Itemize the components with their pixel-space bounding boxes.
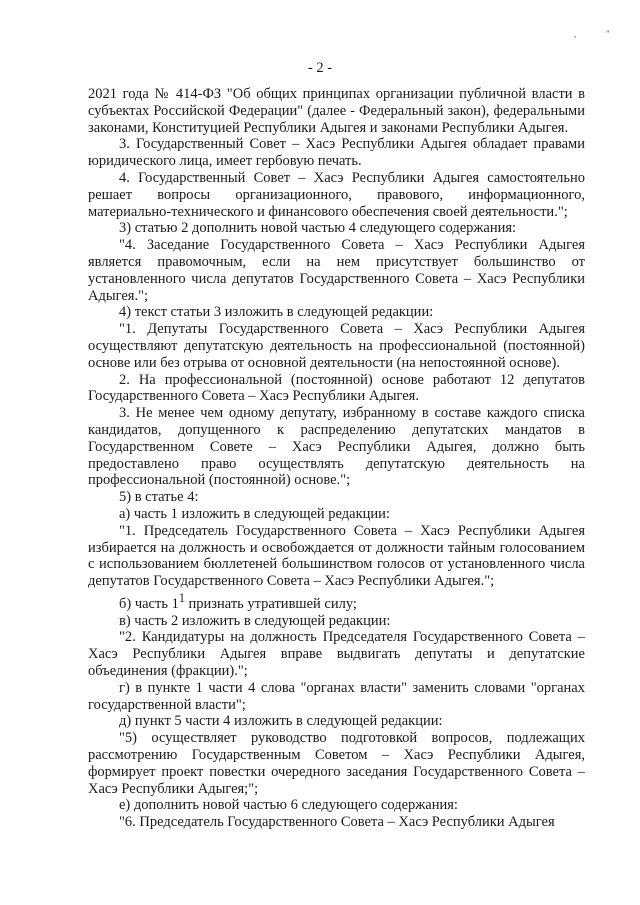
paragraph: 3) статью 2 дополнить новой частью 4 следующего содержания: — [119, 220, 517, 237]
document-body — [88, 86, 585, 831]
paragraph: а) часть 1 изложить в следующей редакции: — [119, 505, 390, 522]
scan-mark: , — [574, 29, 577, 39]
paragraph: "5) осуществляет руководство подготовкой вопросов, подлежащих рассмотрению Государственным Советом – Хасэ Республики Адыгея, формирует проект повестки очередного заседания Государственного Совета – Хасэ Республики Адыгея;"; — [88, 730, 585, 797]
page-number: - 2 - — [307, 60, 333, 76]
paragraph: "2. Кандидатуры на должность Председателя Государственного Совета – Хасэ Республики Адыгея вправе выдвигать депутаты и депутатские объединения (фракции)."; — [88, 629, 585, 679]
paragraph-text: признать утратившей силу; — [184, 595, 357, 612]
paragraph: "4. Заседание Государственного Совета – Хасэ Республики Адыгея является правомочным, если на нем присутствует большинство от установленного числа депутатов Государственного Совета – Хасэ Республики Адыгея."; — [88, 237, 585, 304]
paragraph: е) дополнить новой частью 6 следующего содержания: — [119, 797, 458, 814]
paragraph: 4) текст статьи 3 изложить в следующей редакции: — [119, 304, 434, 321]
paragraph: "1. Председатель Государственного Совета – Хасэ Республики Адыгея избирается на должность и освобождается от должности тайным голосованием с использованием бюллетеней большинством голосов от установленного числа депутатов Государственного Совета – Хасэ Республики Адыгея."; — [88, 522, 585, 590]
paragraph: 2. На профессиональной (постоянной) основе работают 12 депутатов Государственного Совета – Хасэ Республики Адыгея. — [88, 371, 585, 405]
paragraph: 5) в статье 4: — [119, 489, 199, 506]
paragraph: 4. Государственный Совет – Хасэ Республики Адыгея самостоятельно решает вопросы организационного, правового, информационного, материально-технического и финансового обеспечения своей деятельности."; — [88, 169, 585, 220]
scan-mark: " — [606, 29, 610, 39]
paragraph: д) пункт 5 части 4 изложить в следующей редакции: — [119, 713, 443, 730]
paragraph: 3. Не менее чем одному депутату, избранному в составе каждого списка кандидатов, допущенного к распределению депутатских мандатов в Государственном Совете – Хасэ Республики Адыгея, должно быть предоставлено право осуществлять депутатскую деятельность на профессиональной (постоянной) основе."; — [88, 405, 585, 489]
paragraph: в) часть 2 изложить в следующей редакции: — [119, 612, 391, 629]
paragraph: 3. Государственный Совет – Хасэ Республики Адыгея обладает правами юридического лица, имеет гербовую печать. — [88, 136, 585, 170]
paragraph-text: б) часть 1 — [119, 595, 179, 612]
paragraph — [88, 590, 585, 613]
paragraph: "1. Депутаты Государственного Совета – Хасэ Республики Адыгея осуществляют депутатскую деятельность на профессиональной (постоянной) основе или без отрыва от основной деятельности (на непостоянной основе). — [88, 321, 585, 371]
paragraph: г) в пункте 1 части 4 слова "органах власти" заменить словами "органах государственной власти"; — [88, 679, 585, 713]
superscript: 1 — [178, 590, 185, 605]
paragraph: 2021 года № 414-ФЗ "Об общих принципах организации публичной власти в субъектах Российской Федерации" (далее - Федеральный закон), федеральными законами, Конституцией Республики Адыгея и законами Республики Адыгея. — [88, 86, 585, 136]
paragraph: "6. Председатель Государственного Совета – Хасэ Республики Адыгея — [119, 814, 555, 831]
